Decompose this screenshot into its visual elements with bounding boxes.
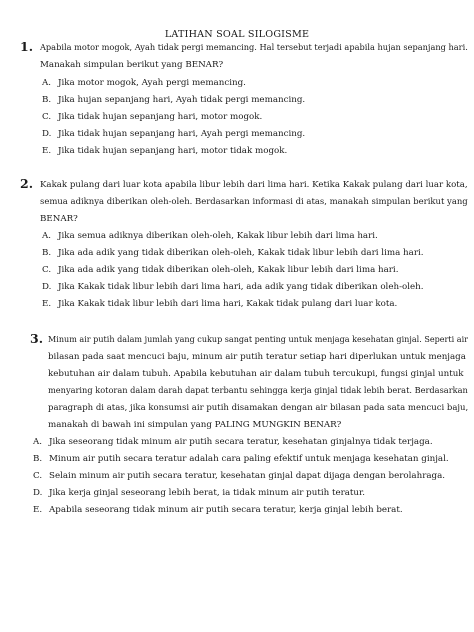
question-text-line: menyaring kotoran dalam darah dapat terbantu sehingga kerja ginjal tidak lebih berat. Berdasarkan: [48, 386, 468, 396]
question-number: 2.: [20, 176, 34, 191]
question-text-line: Manakah simpulan berikut yang BENAR?: [40, 60, 224, 70]
option-letter: C.: [42, 112, 52, 122]
option-text: Apabila seseorang tidak minum air putih secara teratur, kerja ginjal lebih berat.: [49, 505, 403, 515]
question-text-line: paragraph di atas, jika konsumsi air putih disamakan dengan air bilasan pada sata mencuci baju,: [48, 403, 469, 413]
option-text: Jika motor mogok, Ayah pergi memancing.: [58, 78, 246, 88]
question-text-line: Kakak pulang dari luar kota apabila libur lebih dari lima hari. Ketika Kakak pulang dari luar kota,: [40, 180, 468, 190]
option-text: Jika tidak hujan sepanjang hari, motor tidak mogok.: [58, 146, 288, 156]
option-text: Jika Kakak tidak libur lebih dari lima hari, Kakak tidak pulang dari luar kota.: [58, 299, 398, 309]
option-letter: E.: [42, 299, 52, 309]
question-text-line: bilasan pada saat mencuci baju, minum air putih teratur setiap hari diperlukan untuk menjaga: [48, 352, 466, 362]
option-text: Jika tidak hujan sepanjang hari, Ayah pergi memancing.: [58, 129, 306, 139]
option-letter: D.: [42, 282, 52, 292]
option-text: Jika tidak hujan sepanjang hari, motor mogok.: [58, 112, 263, 122]
option-text: Jika semua adiknya diberikan oleh-oleh, Kakak libur lebih dari lima hari.: [58, 231, 378, 241]
option-text: Jika seseorang tidak minum air putih secara teratur, kesehatan ginjalnya tidak terjaga.: [49, 437, 433, 447]
option-letter: B.: [33, 454, 43, 464]
option-letter: A.: [33, 437, 43, 447]
option-letter: C.: [42, 265, 52, 275]
option-letter: C.: [33, 471, 43, 481]
option-text: Minum air putih secara teratur adalah cara paling efektif untuk menjaga kesehatan ginjal.: [49, 454, 449, 464]
question-number: 1.: [20, 39, 34, 54]
question-number: 3.: [30, 331, 44, 346]
option-text: Jika ada adik yang tidak diberikan oleh-oleh, Kakak tidak libur lebih dari lima hari.: [58, 248, 424, 258]
question-text-line: semua adiknya diberikan oleh-oleh. Berdasarkan informasi di atas, manakah simpulan berikut yang: [40, 197, 468, 207]
question-text-line: Apabila motor mogok, Ayah tidak pergi memancing. Hal tersebut terjadi apabila hujan sepanjang hari.: [40, 43, 468, 53]
option-letter: E.: [33, 505, 43, 515]
option-letter: A.: [42, 231, 52, 241]
option-text: Jika ada adik yang tidak diberikan oleh-oleh, Kakak libur lebih dari lima hari.: [58, 265, 399, 275]
option-text: Jika kerja ginjal seseorang lebih berat, ia tidak minum air putih teratur.: [49, 488, 365, 498]
option-letter: E.: [42, 146, 52, 156]
option-letter: B.: [42, 95, 52, 105]
option-text: Jika Kakak tidak libur lebih dari lima hari, ada adik yang tidak diberikan oleh-oleh.: [58, 282, 424, 292]
option-letter: B.: [42, 248, 52, 258]
option-text: Selain minum air putih secara teratur, kesehatan ginjal dapat dijaga dengan berolahraga.: [49, 471, 446, 481]
question-text-line: Minum air putih dalam jumlah yang cukup sangat penting untuk menjaga kesehatan ginjal. Seperti air: [48, 335, 469, 345]
option-letter: D.: [42, 129, 52, 139]
option-text: Jika hujan sepanjang hari, Ayah tidak pergi memancing.: [58, 95, 306, 105]
option-letter: A.: [42, 78, 52, 88]
question-text-line: kebutuhan air dalam tubuh. Apabila kebutuhan air dalam tubuh tercukupi, fungsi ginjal untuk: [48, 369, 464, 379]
option-letter: D.: [33, 488, 43, 498]
question-text-line: manakah di bawah ini simpulan yang PALING MUNGKIN BENAR?: [48, 420, 342, 430]
question-text-line: BENAR?: [40, 214, 78, 224]
page-title: LATIHAN SOAL SILOGISME: [164, 29, 310, 40]
